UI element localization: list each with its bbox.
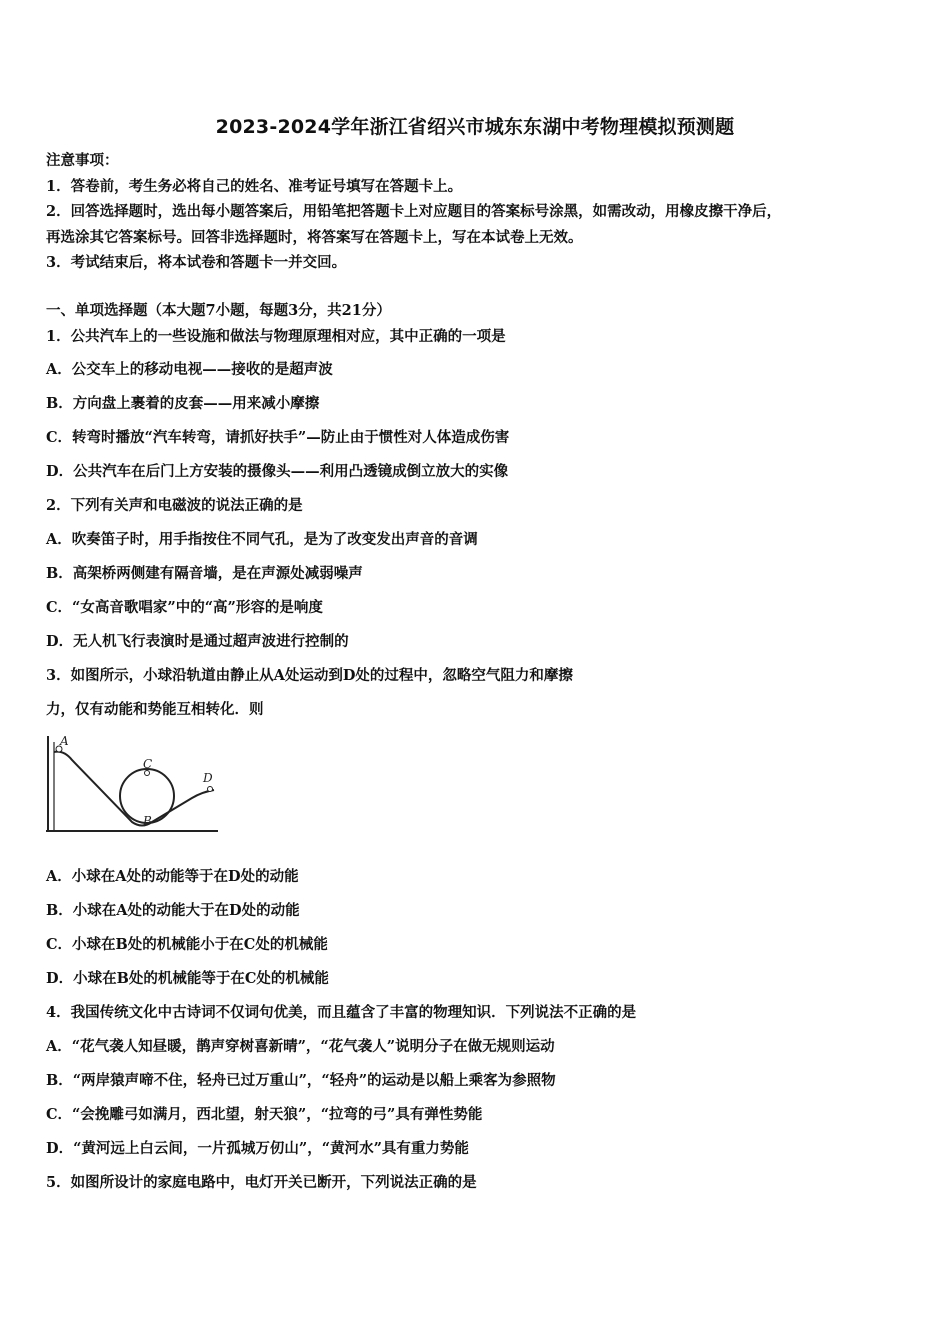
question-2-stem: 2．下列有关声和电磁波的说法正确的是 (46, 497, 303, 514)
notice-item: 1．答卷前，考生务必将自己的姓名、准考证号填写在答题卡上。 (46, 178, 463, 195)
notice-item: 3．考试结束后，将本试卷和答题卡一并交回。 (46, 254, 347, 271)
question-4-option-b: B．“两岸猿声啼不住，轻舟已过万重山”，“轻舟”的运动是以船上乘客为参照物 (46, 1072, 556, 1089)
notice-heading: 注意事项： (46, 152, 119, 169)
question-1-option-b: B．方向盘上裹着的皮套——用来减小摩擦 (46, 395, 320, 412)
question-3-option-c: C．小球在B处的机械能小于在C处的机械能 (46, 936, 328, 953)
question-3-option-b: B．小球在A处的动能大于在D处的动能 (46, 902, 300, 919)
question-4-option-d: D．“黄河远上白云间，一片孤城万仞山”，“黄河水”具有重力势能 (46, 1140, 469, 1157)
section-heading: 一、单项选择题（本大题7小题，每题3分，共21分） (46, 302, 391, 319)
track-curve (54, 752, 214, 826)
notice-item: 2．回答选择题时，选出每小题答案后，用铅笔把答题卡上对应题目的答案标号涂黑，如需改动，用橡皮擦干净后， (46, 203, 782, 220)
question-5-stem: 5．如图所设计的家庭电路中，电灯开关已断开，下列说法正确的是 (46, 1174, 477, 1191)
question-3-option-a: A．小球在A处的动能等于在D处的动能 (46, 868, 299, 885)
question-2-option-b: B．高架桥两侧建有隔音墙，是在声源处减弱噪声 (46, 565, 363, 582)
ball-at-c (145, 771, 150, 776)
question-3-stem-line-2: 力，仅有动能和势能互相转化．则 (46, 701, 264, 718)
question-4-option-c: C．“会挽雕弓如满月，西北望，射天狼”，“拉弯的弓”具有弹性势能 (46, 1106, 483, 1123)
question-2-option-c: C．“女高音歌唱家”中的“高”形容的是响度 (46, 599, 323, 616)
label-a: A (60, 734, 69, 748)
label-c: C (143, 757, 153, 771)
label-b: B (143, 814, 152, 828)
question-3-stem-line-1: 3．如图所示，小球沿轨道由静止从A处运动到D处的过程中，忽略空气阻力和摩擦 (46, 667, 573, 684)
question-2-option-a: A．吹奏笛子时，用手指按住不同气孔，是为了改变发出声音的音调 (46, 531, 478, 548)
ball-at-d (208, 787, 213, 792)
question-1-option-c: C．转弯时播放“汽车转弯，请抓好扶手”—防止由于惯性对人体造成伤害 (46, 429, 510, 446)
question-4-stem: 4．我国传统文化中古诗词不仅词句优美，而且蕴含了丰富的物理知识．下列说法不正确的是 (46, 1004, 637, 1021)
question-1-stem: 1．公共汽车上的一些设施和做法与物理原理相对应，其中正确的一项是 (46, 328, 506, 345)
question-1-option-d: D．公共汽车在后门上方安装的摄像头——利用凸透镜成倒立放大的实像 (46, 463, 509, 480)
page-title: 2023-2024学年浙江省绍兴市城东东湖中考物理模拟预测题 (215, 116, 735, 138)
label-d: D (203, 771, 213, 785)
track-diagram (42, 730, 222, 840)
question-4-option-a: A．“花气袭人知昼暖，鹊声穿树喜新晴”，“花气袭人”说明分子在做无规则运动 (46, 1038, 555, 1055)
question-3-option-d: D．小球在B处的机械能等于在C处的机械能 (46, 970, 329, 987)
question-1-option-a: A．公交车上的移动电视——接收的是超声波 (46, 361, 333, 378)
notice-item: 再选涂其它答案标号。回答非选择题时，将答案写在答题卡上，写在本试卷上无效。 (46, 229, 583, 246)
question-2-option-d: D．无人机飞行表演时是通过超声波进行控制的 (46, 633, 349, 650)
